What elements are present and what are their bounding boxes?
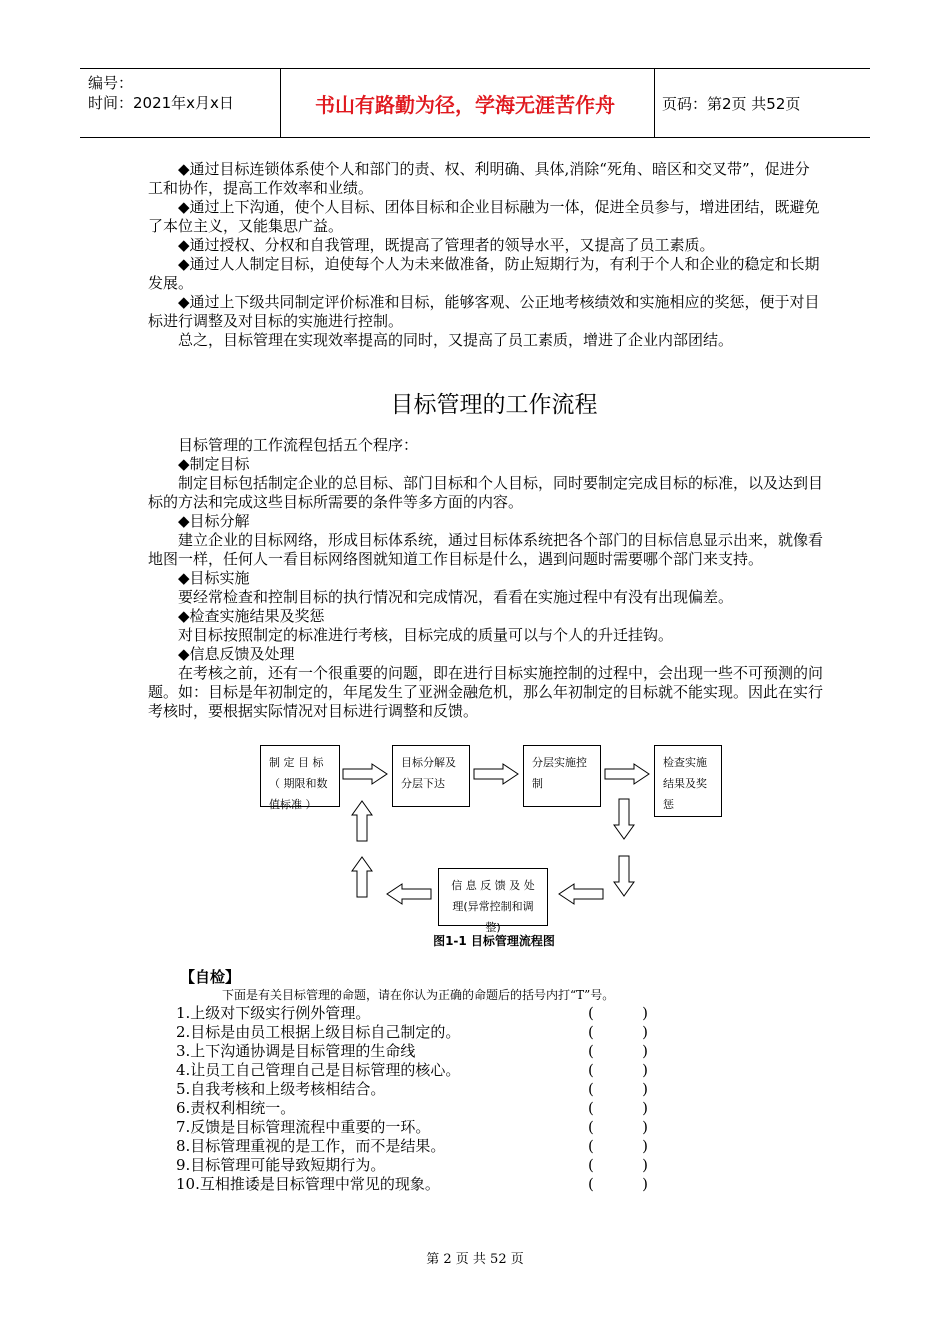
answer-blank[interactable]: [588, 1137, 648, 1155]
flow-box-implement: 分层实施控制: [523, 745, 601, 807]
step-heading: ◆制定目标: [178, 455, 250, 473]
paragraph: 在考核之前，还有一个很重要的问题，即在进行目标实施控制的过程中，会出现一些不可预测的问题。如：目标是年初制定的，年尾发生了亚洲金融危机，那么年初制定的目标就不能实现。因此在实行考核时，要根据实际情况对目标进行调整和反馈。: [148, 664, 824, 720]
paragraph: ◆通过授权、分权和自我管理，既提高了管理者的领导水平，又提高了员工素质。: [178, 236, 715, 254]
question-item: 7.反馈是目标管理流程中重要的一环。: [176, 1118, 431, 1136]
answer-blank[interactable]: [588, 1004, 648, 1022]
header-motto: 书山有路勤为径，学海无涯苦作舟: [315, 93, 615, 117]
answer-blank[interactable]: [588, 1042, 648, 1060]
left-arrow-icon: [386, 883, 432, 905]
answer-close-paren: ): [642, 1099, 648, 1117]
flow-box-evaluate: 检查实施结果及奖惩: [654, 745, 722, 817]
question-item: 3.上下沟通协调是目标管理的生命线: [176, 1042, 416, 1060]
answer-close-paren: ): [642, 1175, 648, 1193]
paragraph: 要经常检查和控制目标的执行情况和完成情况，看看在实施过程中有没有出现偏差。: [178, 588, 734, 606]
answer-close-paren: ): [642, 1004, 648, 1022]
up-arrow-icon: [351, 800, 373, 842]
right-arrow-icon: [342, 763, 388, 785]
paragraph: ◆通过上下级共同制定评价标准和目标，能够客观、公正地考核绩效和实施相应的奖惩，便于对目标进行调整及对目标的实施进行控制。: [148, 293, 820, 330]
process-section: [148, 436, 823, 721]
answer-open-paren: (: [588, 1099, 594, 1117]
header-divider: [654, 69, 655, 137]
answer-open-paren: (: [588, 1080, 594, 1098]
paragraph: ◆通过上下沟通，使个人目标、团体目标和企业目标融为一体，促进全员参与，增进团结，既避免了本位主义，又能集思广益。: [148, 198, 820, 235]
answer-blank[interactable]: [588, 1061, 648, 1079]
page-header: [80, 68, 870, 138]
paragraph: 总之，目标管理在实现效率提高的同时，又提高了员工素质，增进了企业内部团结。: [178, 331, 734, 349]
answer-blank[interactable]: [588, 1156, 648, 1174]
question-item: 1.上级对下级实行例外管理。: [176, 1004, 371, 1022]
question-item: 5.自我考核和上级考核相结合。: [176, 1080, 386, 1098]
section-title: 目标管理的工作流程: [390, 392, 598, 418]
answer-blank[interactable]: [588, 1023, 648, 1041]
flow-box-set-goals: 制 定 目 标（ 期限和数值标准 ）: [260, 745, 340, 807]
flow-box-feedback: 信 息 反 馈 及 处 理(异常控制和调整): [438, 868, 548, 926]
answer-open-paren: (: [588, 1023, 594, 1041]
question-item: 9.目标管理可能导致短期行为。: [176, 1156, 386, 1174]
up-arrow-icon: [351, 856, 373, 898]
question-item: 2.目标是由员工根据上级目标自己制定的。: [176, 1023, 461, 1041]
answer-blank[interactable]: [588, 1175, 648, 1193]
question-item: 4.让员工自己管理自己是目标管理的核心。: [176, 1061, 461, 1079]
answer-close-paren: ): [642, 1042, 648, 1060]
answer-blank[interactable]: [588, 1099, 648, 1117]
header-meta: [88, 73, 234, 113]
question-item: 8.目标管理重视的是工作，而不是结果。: [176, 1137, 446, 1155]
answer-open-paren: (: [588, 1137, 594, 1155]
answer-open-paren: (: [588, 1118, 594, 1136]
down-arrow-icon: [613, 855, 635, 897]
flow-box-decompose: 目标分解及分层下达: [392, 745, 470, 807]
answer-open-paren: (: [588, 1175, 594, 1193]
doc-number-label: 编号：: [88, 74, 134, 92]
left-arrow-icon: [558, 883, 604, 905]
answer-open-paren: (: [588, 1156, 594, 1174]
answer-close-paren: ): [642, 1080, 648, 1098]
down-arrow-icon: [613, 798, 635, 840]
paragraph: ◆通过目标连锁体系使个人和部门的责、权、利明确、具体,消除“死角、暗区和交叉带”，促进分工和协作，提高工作效率和业绩。: [148, 160, 810, 197]
figure-caption: 图1-1 目标管理流程图: [433, 934, 555, 948]
answer-blank[interactable]: [588, 1080, 648, 1098]
header-page-info: 页码：第2页 共52页: [662, 95, 801, 113]
answer-close-paren: ): [642, 1118, 648, 1136]
page-footer: 第 2 页 共 52 页: [426, 1252, 524, 1267]
answer-close-paren: ): [642, 1023, 648, 1041]
answer-close-paren: ): [642, 1137, 648, 1155]
doc-date-label: 时间：2021年x月x日: [88, 94, 234, 112]
answer-open-paren: (: [588, 1004, 594, 1022]
paragraph: 目标管理的工作流程包括五个程序：: [178, 436, 419, 454]
self-check-heading: 【自检】: [180, 968, 241, 986]
intro-section: [148, 160, 823, 350]
paragraph: 对目标按照制定的标准进行考核，目标完成的质量可以与个人的升迁挂钩。: [178, 626, 674, 644]
answer-close-paren: ): [642, 1061, 648, 1079]
self-check-instruction: 下面是有关目标管理的命题，请在你认为正确的命题后的括号内打“T”号。: [222, 988, 615, 1002]
right-arrow-icon: [473, 763, 519, 785]
question-item: 6.责权利相统一。: [176, 1099, 296, 1117]
answer-open-paren: (: [588, 1061, 594, 1079]
step-heading: ◆信息反馈及处理: [178, 645, 295, 663]
right-arrow-icon: [604, 763, 650, 785]
step-heading: ◆目标分解: [178, 512, 250, 530]
paragraph: ◆通过人人制定目标，迫使每个人为未来做准备，防止短期行为，有利于个人和企业的稳定和长期发展。: [148, 255, 820, 292]
paragraph: 建立企业的目标网络，形成目标体系统，通过目标体系统把各个部门的目标信息显示出来，就像看地图一样，任何人一看目标网络图就知道工作目标是什么，遇到问题时需要哪个部门来支持。: [148, 531, 824, 568]
step-heading: ◆检查实施结果及奖惩: [178, 607, 325, 625]
answer-close-paren: ): [642, 1156, 648, 1174]
paragraph: 制定目标包括制定企业的总目标、部门目标和个人目标，同时要制定完成目标的标准，以及达到目标的方法和完成这些目标所需要的条件等多方面的内容。: [148, 474, 824, 511]
answer-blank[interactable]: [588, 1118, 648, 1136]
step-heading: ◆目标实施: [178, 569, 250, 587]
answer-open-paren: (: [588, 1042, 594, 1060]
question-item: 10.互相推诿是目标管理中常见的现象。: [176, 1175, 440, 1193]
